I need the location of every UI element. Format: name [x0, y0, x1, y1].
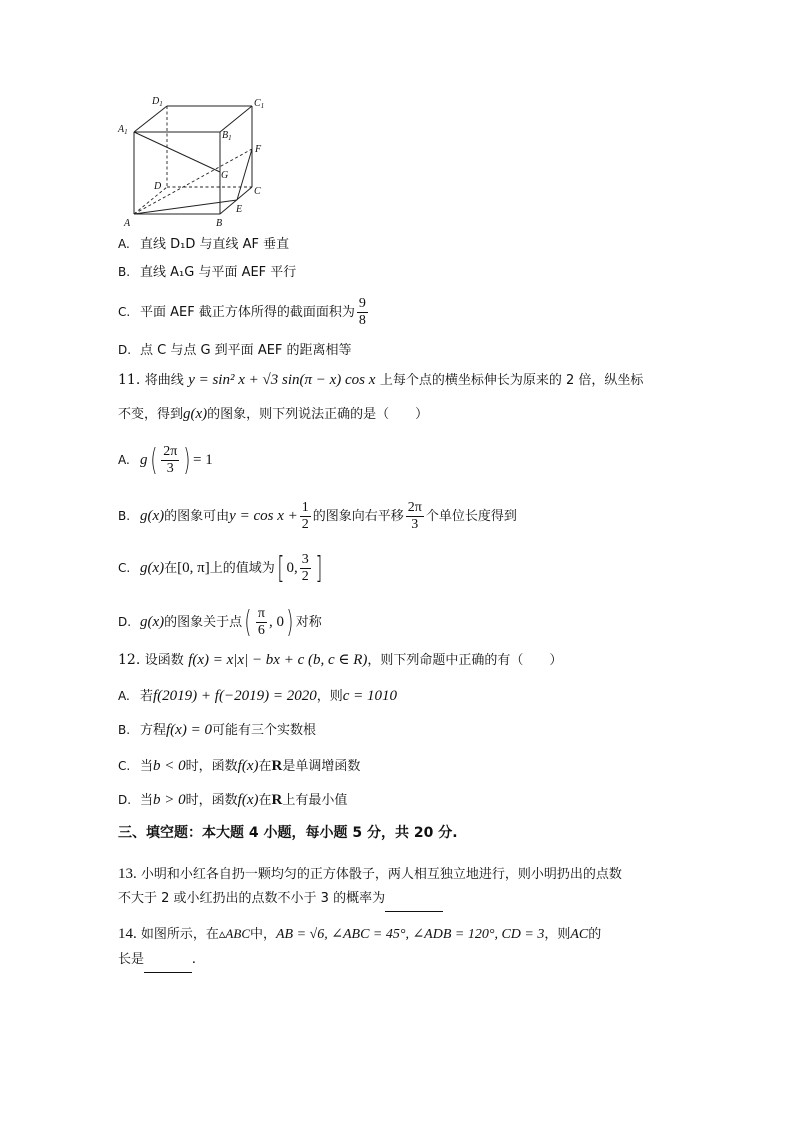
q12-option-c: C. 当b < 0时，函数f(x)在R是单调增函数 [118, 758, 361, 774]
q10-option-c: C. 平面 AEF 截正方体所得的截面面积为 $\frac{9}{8}$ [118, 296, 366, 328]
q12-option-b: B. 方程f(x) = 0可能有三个实数根 [118, 722, 316, 738]
q10-option-d: D. 点 C 与点 G 到平面 AEF 的距离相等 [118, 343, 352, 358]
q14-line1: 14. 如图所示，在▵ABC中，AB = √6, ∠ABC = 45°, ∠ADB = 120°, CD = 3，则AC的 [118, 926, 602, 942]
section-heading: 三、填空题：本大题 4 小题，每小题 5 分，共 20 分. [118, 825, 458, 841]
q11-option-a: A. g( $\frac{2\pi}{3}$ ) = 1 [118, 442, 213, 478]
label-d: D [154, 181, 162, 192]
label-c: C [254, 186, 261, 197]
q10-option-a: A. 直线 D₁D 与直线 AF 垂直 [118, 237, 290, 252]
label-d1: $D_1$ [152, 96, 163, 108]
label-a1: $A_1$ [118, 124, 128, 136]
q11-curve-formula: y = sin² x + √3 sin(π − x) cos x [188, 372, 376, 388]
q11-option-d: D. g(x)的图象关于点( $\frac{\pi}{6}$ , 0) 对称 [118, 604, 322, 640]
q13-line1: 13. 小明和小红各自扔一颗均匀的正方体骰子，两人相互独立地进行，则小明扔出的点数 [118, 866, 622, 882]
q13-line2: 不大于 2 或小红扔出的点数不小于 3 的概率为 [118, 887, 678, 912]
cube-figure [112, 92, 282, 232]
answer-blank[interactable] [144, 948, 192, 973]
q11-option-c: C. g(x)在[0, π]上的值域为[ 0, $\frac{3}{2}$ ] [118, 550, 323, 586]
q12-option-a: A. 若f(2019) + f(−2019) = 2020，则c = 1010 [118, 688, 397, 704]
fraction: $\frac{9}{8}$ [358, 296, 366, 328]
label-b1: $B_1$ [222, 130, 232, 142]
q12-stem: 12. 设函数 f(x) = x|x| − bx + c (b, c ∈ R)，则下列命题中正确的有（ ） [118, 652, 563, 668]
label-g: G [221, 170, 229, 181]
q13 [118, 862, 678, 912]
label-a: A [124, 218, 131, 229]
label-f: F [255, 144, 262, 155]
q14 [118, 922, 678, 973]
label-e: E [236, 204, 243, 215]
q11-stem-line2: 不变，得到g(x)的图象，则下列说法正确的是（ ） [118, 406, 429, 422]
answer-blank[interactable] [385, 887, 443, 912]
q12-option-d: D. 当b > 0时，函数f(x)在R上有最小值 [118, 792, 348, 808]
q10-option-b: B. 直线 A₁G 与平面 AEF 平行 [118, 265, 297, 280]
label-c1: $C_1$ [254, 98, 265, 110]
q14-line2: 长是 . [118, 947, 678, 973]
q11-option-b: B. g(x)的图象可由y = cos x + $\frac{1}{2}$ 的图象向右平移 $\frac{2\pi}{3}$ 个单位长度得到 [118, 500, 517, 532]
label-b: B [216, 218, 223, 229]
q12-function-formula: f(x) = x|x| − bx + c (b, c ∈ R) [188, 652, 368, 668]
q11-stem-line1: 11. 将曲线 y = sin² x + √3 sin(π − x) cos x 上每个点的横坐标伸长为原来的 2 倍，纵坐标 [118, 372, 644, 388]
